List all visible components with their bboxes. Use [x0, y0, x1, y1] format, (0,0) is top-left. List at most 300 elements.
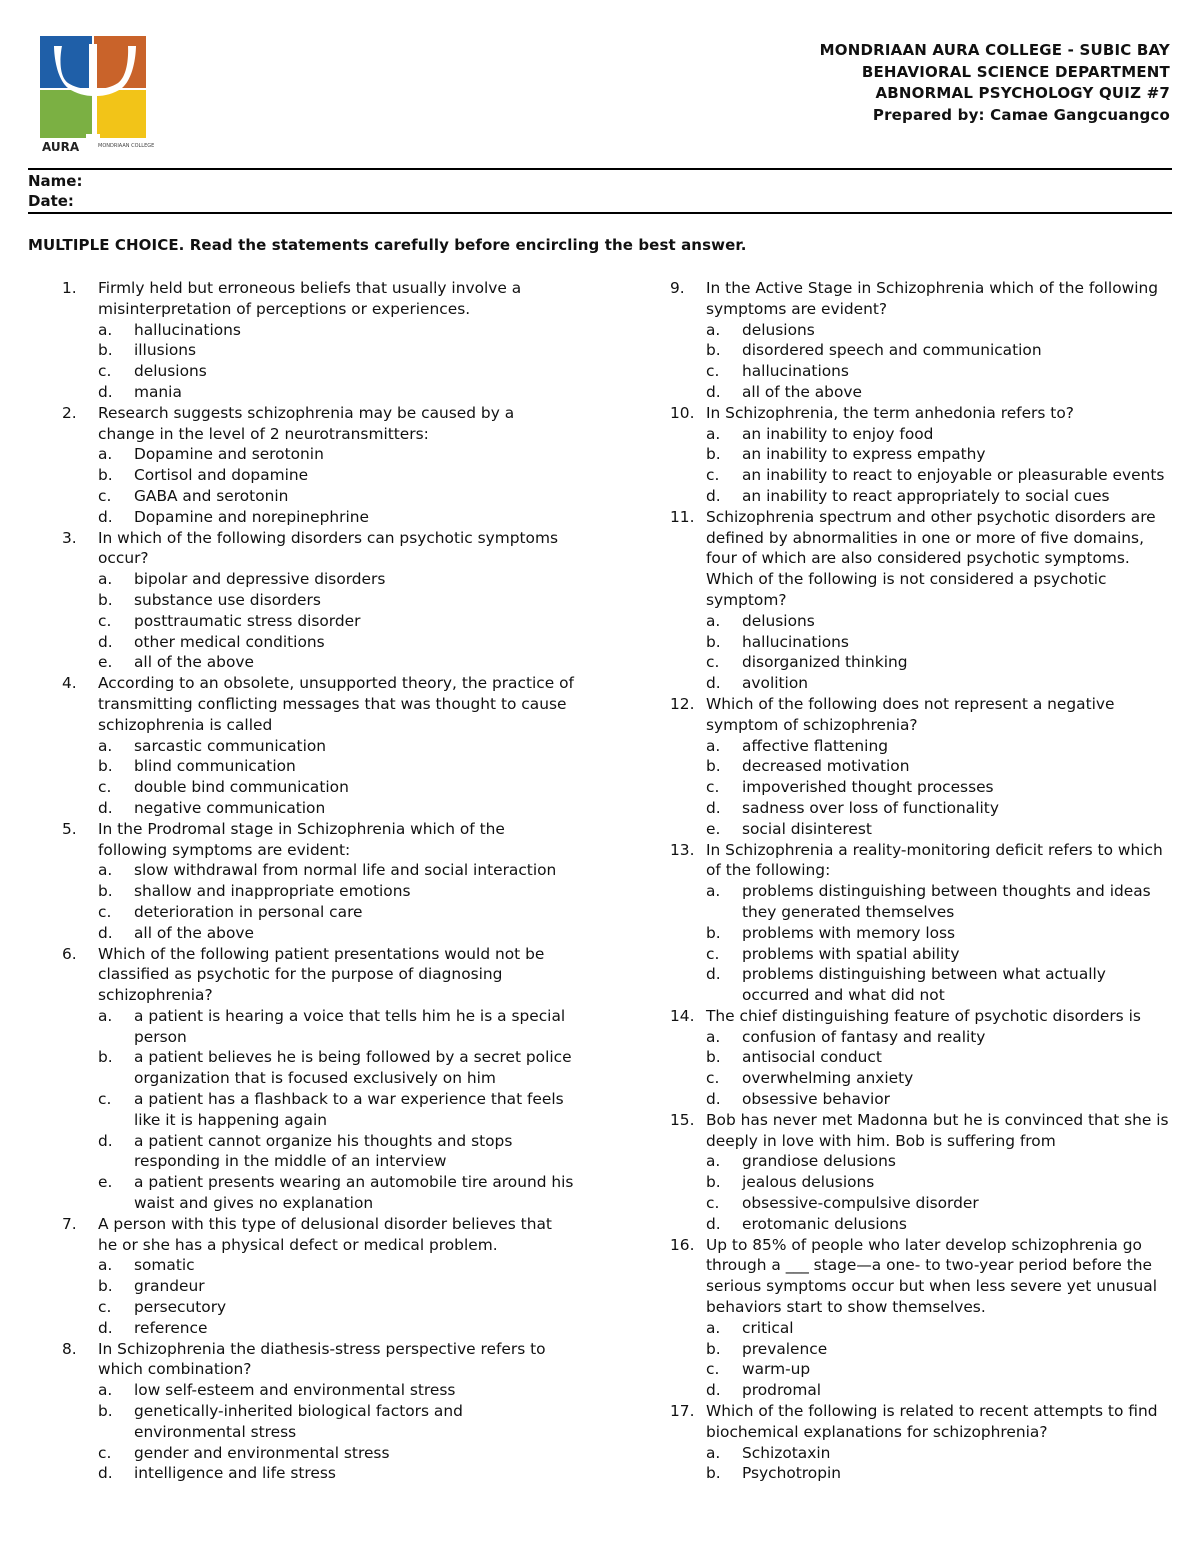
- answer-option[interactable]: [706, 1047, 1172, 1068]
- question-stem: [670, 840, 1172, 882]
- question-number: 16.: [670, 1235, 695, 1254]
- option-letter: c.: [706, 362, 720, 381]
- option-letter: d.: [706, 798, 721, 817]
- answer-option[interactable]: [706, 444, 1172, 465]
- question-item: [62, 673, 574, 819]
- option-letter: b.: [98, 1048, 113, 1067]
- question-stem: [670, 1110, 1172, 1152]
- option-text: prevalence: [742, 1339, 828, 1358]
- answer-option[interactable]: [98, 1276, 574, 1297]
- answer-option[interactable]: [706, 1027, 1172, 1048]
- option-text: disordered speech and communication: [742, 341, 1042, 360]
- question-stem: [62, 1339, 574, 1381]
- option-text: mania: [134, 382, 182, 401]
- answer-options: [62, 1255, 574, 1338]
- option-text: a patient is hearing a voice that tells him he is a special person: [134, 1006, 566, 1046]
- answer-options: [670, 424, 1172, 507]
- answer-options: [670, 320, 1172, 403]
- option-letter: d.: [98, 1318, 113, 1337]
- answer-option[interactable]: [98, 1318, 574, 1339]
- option-text: problems distinguishing between what actually occurred and what did not: [742, 965, 1106, 1005]
- answer-options: [62, 320, 574, 403]
- answer-option[interactable]: [98, 902, 574, 923]
- question-item: [62, 403, 574, 528]
- answer-option[interactable]: [706, 652, 1172, 673]
- answer-option[interactable]: [706, 1068, 1172, 1089]
- answer-option[interactable]: [706, 1380, 1172, 1401]
- answer-option[interactable]: [98, 860, 574, 881]
- question-text: Schizophrenia spectrum and other psychotic disorders are defined by abnormalities in one or more of five domains, four of which are also considered psychotic symptoms. Which of the following is not considered a psychotic symptom?: [706, 507, 1156, 609]
- question-number: 3.: [62, 528, 77, 547]
- answer-option[interactable]: [98, 569, 574, 590]
- answer-option[interactable]: [98, 923, 574, 944]
- option-text: obsessive-compulsive disorder: [742, 1194, 979, 1213]
- option-letter: b.: [706, 1048, 721, 1067]
- name-field-label: Name:: [28, 172, 83, 190]
- answer-option[interactable]: [706, 736, 1172, 757]
- question-number: 5.: [62, 819, 77, 838]
- option-text: Schizotaxin: [742, 1443, 831, 1462]
- option-text: confusion of fantasy and reality: [742, 1027, 986, 1046]
- question-number: 4.: [62, 674, 77, 693]
- instructions: MULTIPLE CHOICE. Read the statements carefully before encircling the best answer.: [28, 236, 747, 254]
- answer-option[interactable]: [98, 756, 574, 777]
- question-stem: [670, 1401, 1172, 1443]
- header-department: BEHAVIORAL SCIENCE DEPARTMENT: [861, 62, 1170, 81]
- answer-option[interactable]: [706, 1339, 1172, 1360]
- answer-option[interactable]: [98, 1172, 574, 1214]
- answer-option[interactable]: [706, 944, 1172, 965]
- option-letter: a.: [98, 861, 113, 880]
- option-letter: d.: [98, 507, 113, 526]
- question-stem: [670, 507, 1172, 611]
- option-text: a patient believes he is being followed by a secret police organization that is focused exclusively on him: [134, 1048, 572, 1088]
- option-text: deterioration in personal care: [134, 902, 363, 921]
- option-letter: b.: [98, 590, 113, 609]
- answer-option[interactable]: [706, 1089, 1172, 1110]
- option-text: bipolar and depressive disorders: [134, 570, 386, 589]
- answer-option[interactable]: [706, 881, 1172, 923]
- option-text: decreased motivation: [742, 757, 910, 776]
- question-item: [62, 944, 574, 1214]
- option-letter: d.: [706, 1214, 721, 1233]
- option-letter: a.: [98, 1256, 113, 1275]
- option-letter: e.: [98, 1173, 113, 1192]
- option-text: low self-esteem and environmental stress: [134, 1381, 456, 1400]
- option-text: avolition: [742, 674, 808, 693]
- option-letter: c.: [98, 1443, 112, 1462]
- question-text: In the Prodromal stage in Schizophrenia which of the following symptoms are evident:: [98, 819, 505, 859]
- answer-option[interactable]: [98, 1380, 574, 1401]
- option-letter: d.: [706, 674, 721, 693]
- option-letter: c.: [706, 1194, 720, 1213]
- option-text: all of the above: [134, 653, 254, 672]
- question-text: Which of the following does not represent a negative symptom of schizophrenia?: [706, 694, 1115, 734]
- answer-option[interactable]: [706, 1172, 1172, 1193]
- option-letter: c.: [706, 1069, 720, 1088]
- question-text: In Schizophrenia the diathesis-stress perspective refers to which combination?: [98, 1339, 546, 1379]
- answer-options: [62, 1380, 574, 1484]
- answer-options: [62, 860, 574, 943]
- question-item: [62, 1339, 574, 1485]
- answer-option[interactable]: [706, 756, 1172, 777]
- question-number: 14.: [670, 1006, 695, 1025]
- question-item: [670, 694, 1172, 840]
- option-text: shallow and inappropriate emotions: [134, 882, 411, 901]
- question-number: 15.: [670, 1110, 695, 1129]
- answer-option[interactable]: [98, 1401, 574, 1443]
- answer-option[interactable]: [706, 1214, 1172, 1235]
- question-text: Research suggests schizophrenia may be caused by a change in the level of 2 neurotransmitters:: [98, 403, 515, 443]
- answer-option[interactable]: [706, 424, 1172, 445]
- question-text: Up to 85% of people who later develop schizophrenia go through a ___ stage—a one- to two-year period before the serious symptoms occur but when less severe yet unusual behaviors start to show themselves.: [706, 1235, 1157, 1317]
- option-letter: a.: [706, 882, 721, 901]
- option-letter: e.: [706, 819, 721, 838]
- answer-option[interactable]: [98, 736, 574, 757]
- option-text: erotomanic delusions: [742, 1214, 907, 1233]
- bottom-divider: [28, 212, 1172, 214]
- option-letter: a.: [98, 1006, 113, 1025]
- question-stem: [62, 819, 574, 861]
- questions-right-column: [670, 278, 1172, 1484]
- option-letter: b.: [98, 757, 113, 776]
- answer-option[interactable]: [98, 1255, 574, 1276]
- question-item: [62, 819, 574, 944]
- option-text: substance use disorders: [134, 590, 321, 609]
- answer-option[interactable]: [98, 320, 574, 341]
- option-letter: b.: [98, 466, 113, 485]
- answer-options: [670, 736, 1172, 840]
- question-number: 12.: [670, 694, 695, 713]
- option-letter: a.: [706, 1027, 721, 1046]
- answer-option[interactable]: [706, 382, 1172, 403]
- question-item: [62, 278, 574, 403]
- option-letter: d.: [98, 382, 113, 401]
- option-text: Psychotropin: [742, 1464, 842, 1483]
- answer-option[interactable]: [706, 632, 1172, 653]
- question-text: Which of the following is related to recent attempts to find biochemical explanations for schizophrenia?: [706, 1402, 1158, 1441]
- option-letter: a.: [706, 1152, 721, 1171]
- option-text: problems distinguishing between thoughts and ideas they generated themselves: [742, 882, 1151, 921]
- option-letter: a.: [98, 1381, 113, 1400]
- answer-option[interactable]: [98, 777, 574, 798]
- option-letter: d.: [706, 486, 721, 505]
- question-stem: [62, 673, 574, 735]
- question-text: A person with this type of delusional disorder believes that he or she has a physical defect or medical problem.: [98, 1214, 552, 1254]
- option-text: other medical conditions: [134, 632, 325, 651]
- option-text: delusions: [742, 611, 815, 630]
- option-letter: b.: [706, 445, 721, 464]
- option-text: all of the above: [134, 923, 254, 942]
- option-letter: d.: [98, 1131, 113, 1150]
- option-letter: d.: [706, 965, 721, 984]
- question-number: 13.: [670, 840, 695, 859]
- option-letter: c.: [98, 1090, 112, 1109]
- answer-option[interactable]: [98, 632, 574, 653]
- answer-option[interactable]: [98, 486, 574, 507]
- option-text: all of the above: [742, 382, 862, 401]
- option-text: grandeur: [134, 1277, 205, 1296]
- option-letter: d.: [98, 632, 113, 651]
- option-text: an inability to react to enjoyable or pleasurable events: [742, 466, 1165, 485]
- option-letter: a.: [98, 570, 113, 589]
- question-item: [670, 1235, 1172, 1401]
- option-text: a patient has a flashback to a war experience that feels like it is happening again: [134, 1090, 564, 1129]
- option-text: problems with spatial ability: [742, 944, 960, 963]
- question-stem: [62, 528, 574, 570]
- answer-option[interactable]: [98, 652, 574, 673]
- question-number: 8.: [62, 1339, 77, 1358]
- option-letter: c.: [706, 1360, 720, 1379]
- question-text: According to an obsolete, unsupported theory, the practice of transmitting conflicting messages that was thought to cause schizophrenia is called: [98, 674, 574, 734]
- answer-option[interactable]: [98, 1297, 574, 1318]
- question-number: 7.: [62, 1214, 77, 1233]
- option-letter: b.: [706, 341, 721, 360]
- option-letter: b.: [98, 341, 113, 360]
- question-stem: [62, 403, 574, 445]
- answer-option[interactable]: [706, 798, 1172, 819]
- answer-option[interactable]: [98, 881, 574, 902]
- question-text: The chief distinguishing feature of psychotic disorders is: [706, 1006, 1141, 1025]
- questions-left-column: [62, 278, 574, 1484]
- answer-options: [62, 444, 574, 527]
- option-text: slow withdrawal from normal life and social interaction: [134, 861, 557, 880]
- option-letter: a.: [706, 1443, 721, 1462]
- answer-options: [670, 1318, 1172, 1401]
- answer-option[interactable]: [706, 1151, 1172, 1172]
- option-text: sadness over loss of functionality: [742, 798, 999, 817]
- answer-option[interactable]: [706, 320, 1172, 341]
- option-letter: a.: [706, 1318, 721, 1337]
- option-text: an inability to react appropriately to social cues: [742, 486, 1110, 505]
- logo-subtext: MONDRIAAN COLLEGE: [98, 143, 155, 149]
- option-text: somatic: [134, 1256, 195, 1275]
- option-letter: e.: [98, 653, 113, 672]
- option-text: prodromal: [742, 1381, 822, 1400]
- answer-options: [62, 1006, 574, 1214]
- answer-option[interactable]: [98, 382, 574, 403]
- question-number: 2.: [62, 403, 77, 422]
- answer-option[interactable]: [98, 798, 574, 819]
- option-text: hallucinations: [134, 320, 241, 339]
- answer-option[interactable]: [706, 1193, 1172, 1214]
- option-letter: c.: [98, 611, 112, 630]
- option-text: Dopamine and serotonin: [134, 445, 324, 464]
- answer-option[interactable]: [98, 1047, 574, 1089]
- header-quiz-title: ABNORMAL PSYCHOLOGY QUIZ #7: [875, 84, 1170, 102]
- option-letter: a.: [98, 445, 113, 464]
- option-letter: c.: [98, 1298, 112, 1317]
- option-text: an inability to enjoy food: [742, 424, 934, 443]
- answer-options: [62, 736, 574, 819]
- question-text: Which of the following patient presentations would not be classified as psychotic for the purpose of diagnosing schizophrenia?: [98, 944, 545, 1005]
- question-item: [670, 1006, 1172, 1110]
- option-letter: d.: [98, 798, 113, 817]
- option-text: obsessive behavior: [742, 1090, 891, 1109]
- answer-option[interactable]: [706, 923, 1172, 944]
- question-stem: [670, 403, 1172, 424]
- option-text: an inability to express empathy: [742, 445, 986, 464]
- option-letter: b.: [706, 757, 721, 776]
- option-text: overwhelming anxiety: [742, 1069, 914, 1088]
- option-letter: a.: [98, 736, 113, 755]
- option-text: Cortisol and dopamine: [134, 466, 309, 485]
- answer-option[interactable]: [98, 1463, 574, 1484]
- option-letter: c.: [706, 944, 720, 963]
- answer-options: [670, 881, 1172, 1006]
- answer-option[interactable]: [706, 486, 1172, 507]
- option-text: posttraumatic stress disorder: [134, 611, 361, 630]
- option-letter: b.: [98, 882, 113, 901]
- answer-option[interactable]: [706, 1318, 1172, 1339]
- question-item: [670, 1401, 1172, 1484]
- option-letter: b.: [706, 632, 721, 651]
- question-item: [62, 528, 574, 674]
- option-text: antisocial conduct: [742, 1048, 882, 1067]
- option-letter: c.: [98, 362, 112, 381]
- question-stem: [670, 1006, 1172, 1027]
- option-letter: a.: [706, 320, 721, 339]
- question-text: In Schizophrenia, the term anhedonia refers to?: [706, 403, 1074, 422]
- answer-option[interactable]: [706, 465, 1172, 486]
- option-letter: b.: [706, 1464, 721, 1483]
- option-text: gender and environmental stress: [134, 1443, 390, 1462]
- option-text: sarcastic communication: [134, 736, 327, 755]
- header-author: Prepared by: Camae Gangcuangco: [872, 105, 1170, 124]
- option-text: problems with memory loss: [742, 923, 956, 942]
- option-text: warm-up: [742, 1360, 811, 1379]
- answer-option[interactable]: [98, 1131, 574, 1173]
- option-letter: c.: [706, 653, 720, 672]
- answer-option[interactable]: [98, 465, 574, 486]
- option-text: double bind communication: [134, 778, 349, 797]
- option-text: delusions: [742, 320, 815, 339]
- question-number: 6.: [62, 944, 77, 963]
- answer-option[interactable]: [98, 590, 574, 611]
- logo-wordmark: AURA: [42, 140, 80, 154]
- question-number: 17.: [670, 1402, 695, 1421]
- student-fields: [28, 172, 82, 211]
- option-text: illusions: [134, 341, 197, 360]
- option-letter: a.: [706, 611, 721, 630]
- option-letter: a.: [98, 320, 113, 339]
- answer-option[interactable]: [706, 340, 1172, 361]
- answer-option[interactable]: [706, 361, 1172, 382]
- answer-options: [670, 1443, 1172, 1485]
- option-letter: c.: [706, 778, 720, 797]
- option-text: persecutory: [134, 1298, 227, 1317]
- option-text: impoverished thought processes: [742, 778, 994, 797]
- option-letter: b.: [98, 1402, 113, 1421]
- option-text: blind communication: [134, 757, 296, 776]
- question-text: In which of the following disorders can psychotic symptoms occur?: [98, 528, 558, 568]
- answer-option[interactable]: [706, 611, 1172, 632]
- answer-option[interactable]: [98, 340, 574, 361]
- option-letter: d.: [706, 1381, 721, 1400]
- option-letter: d.: [706, 382, 721, 401]
- option-letter: d.: [98, 1464, 113, 1483]
- option-text: critical: [742, 1318, 794, 1337]
- option-letter: c.: [98, 778, 112, 797]
- top-divider: [28, 168, 1172, 170]
- answer-option[interactable]: [706, 1359, 1172, 1380]
- question-number: 9.: [670, 279, 685, 297]
- answer-option[interactable]: [706, 819, 1172, 840]
- option-letter: b.: [706, 923, 721, 942]
- option-text: intelligence and life stress: [134, 1464, 336, 1483]
- answer-options: [670, 611, 1172, 694]
- question-text: In the Active Stage in Schizophrenia which of the following symptoms are evident?: [706, 279, 1159, 318]
- question-number: 10.: [670, 403, 695, 422]
- answer-options: [62, 569, 574, 673]
- answer-option[interactable]: [706, 1463, 1172, 1484]
- answer-option[interactable]: [98, 1443, 574, 1464]
- option-text: hallucinations: [742, 362, 849, 381]
- question-item: [670, 403, 1172, 507]
- answer-option[interactable]: [706, 964, 1172, 1006]
- option-text: social disinterest: [742, 819, 872, 838]
- option-text: a patient cannot organize his thoughts and stops responding in the middle of an interview: [134, 1131, 513, 1171]
- question-item: [670, 278, 1172, 403]
- question-stem: [62, 278, 574, 320]
- answer-option[interactable]: [98, 1006, 574, 1048]
- question-stem: [62, 1214, 574, 1256]
- answer-option[interactable]: [98, 507, 574, 528]
- answer-option[interactable]: [706, 1443, 1172, 1464]
- option-text: hallucinations: [742, 632, 849, 651]
- answer-option[interactable]: [98, 611, 574, 632]
- question-item: [62, 1214, 574, 1339]
- option-text: grandiose delusions: [742, 1152, 896, 1171]
- option-letter: d.: [98, 923, 113, 942]
- option-text: affective flattening: [742, 736, 888, 755]
- option-letter: b.: [98, 1277, 113, 1296]
- option-letter: c.: [98, 902, 112, 921]
- option-text: reference: [134, 1318, 208, 1337]
- college-logo: [40, 36, 155, 154]
- question-text: In Schizophrenia a reality-monitoring deficit refers to which of the following:: [706, 840, 1163, 880]
- question-stem: [670, 1235, 1172, 1318]
- answer-option[interactable]: [98, 361, 574, 382]
- option-text: disorganized thinking: [742, 653, 908, 672]
- answer-option[interactable]: [98, 444, 574, 465]
- answer-options: [670, 1151, 1172, 1234]
- option-letter: a.: [706, 736, 721, 755]
- option-letter: d.: [706, 1090, 721, 1109]
- question-number: 1.: [62, 279, 77, 297]
- question-item: [670, 507, 1172, 694]
- answer-option[interactable]: [706, 673, 1172, 694]
- question-number: 11.: [670, 507, 695, 526]
- date-field-label: Date:: [28, 191, 74, 210]
- question-item: [670, 840, 1172, 1006]
- answer-option[interactable]: [98, 1089, 574, 1131]
- answer-option[interactable]: [706, 777, 1172, 798]
- option-text: genetically-inherited biological factors and environmental stress: [134, 1402, 463, 1441]
- question-stem: [670, 278, 1172, 320]
- option-letter: b.: [706, 1173, 721, 1192]
- document-header: [820, 40, 1170, 126]
- question-stem: [62, 944, 574, 1006]
- option-letter: a.: [706, 424, 721, 443]
- answer-options: [670, 1027, 1172, 1110]
- option-text: negative communication: [134, 798, 326, 817]
- question-text: Bob has never met Madonna but he is convinced that she is deeply in love with him. Bob is suffering from: [706, 1110, 1169, 1150]
- question-stem: [670, 694, 1172, 736]
- option-letter: c.: [706, 466, 720, 485]
- option-letter: c.: [98, 486, 112, 505]
- option-text: Dopamine and norepinephrine: [134, 507, 369, 526]
